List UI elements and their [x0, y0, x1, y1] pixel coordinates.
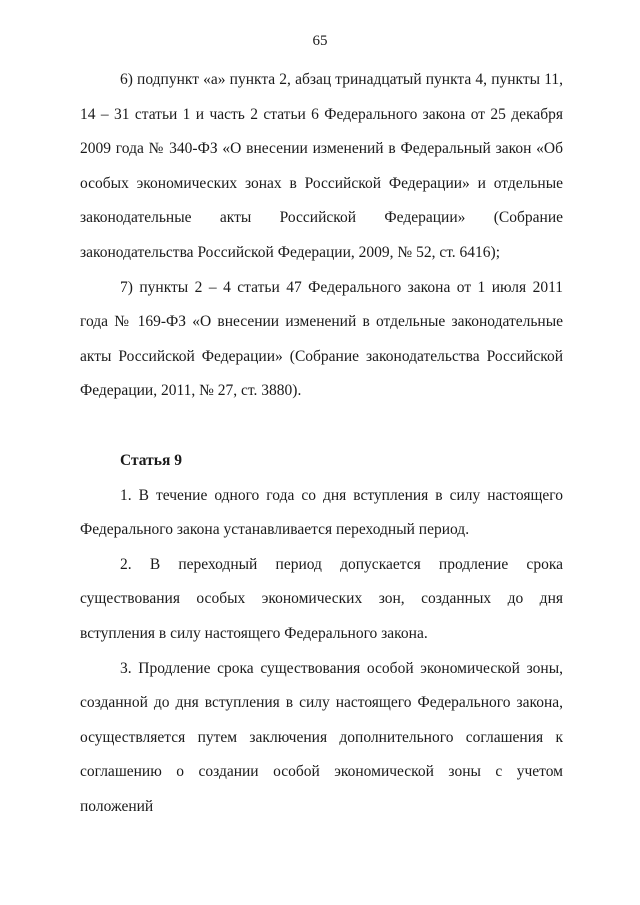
article-paragraph-2: 2. В переходный период допускается продление срока существования особых экономических зон, созданных до дня вступления в силу настоящего Федерального закона. [80, 555, 563, 642]
article-paragraph-3: 3. Продление срока существования особой экономической зоны, созданной до дня вступления в силу настоящего Федерального закона, осуществляется путем заключения дополнительного соглашения к соглашению о создании особой экономической зоны с учетом положений [80, 659, 563, 815]
article-heading: Статья 9 [120, 451, 182, 469]
page-number: 65 [312, 33, 328, 49]
document-body [80, 63, 563, 824]
article-paragraph-1: 1. В течение одного года со дня вступления в силу настоящего Федерального закона устанавливается переходный период. [80, 486, 563, 539]
paragraph-item-7: 7) пункты 2 – 4 статьи 47 Федерального закона от 1 июля 2011 года № 169-ФЗ «О внесении изменений в отдельные законодательные акты Российской Федерации» (Собрание законодательства Российской Федерации, 2011, № 27, ст. 3880). [80, 278, 563, 400]
paragraph-item-6: 6) подпункт «а» пункта 2, абзац тринадцатый пункта 4, пункты 11, 14 – 31 статьи 1 и часть 2 статьи 6 Федерального закона от 25 декабря 2009 года № 340-ФЗ «О внесении изменений в Федеральный закон «Об особых экономических зонах в Российской Федерации» и отдельные законодательные акты Российской Федерации» (Собрание законодательства Российской Федерации, 2009, № 52, ст. 6416); [80, 71, 563, 261]
